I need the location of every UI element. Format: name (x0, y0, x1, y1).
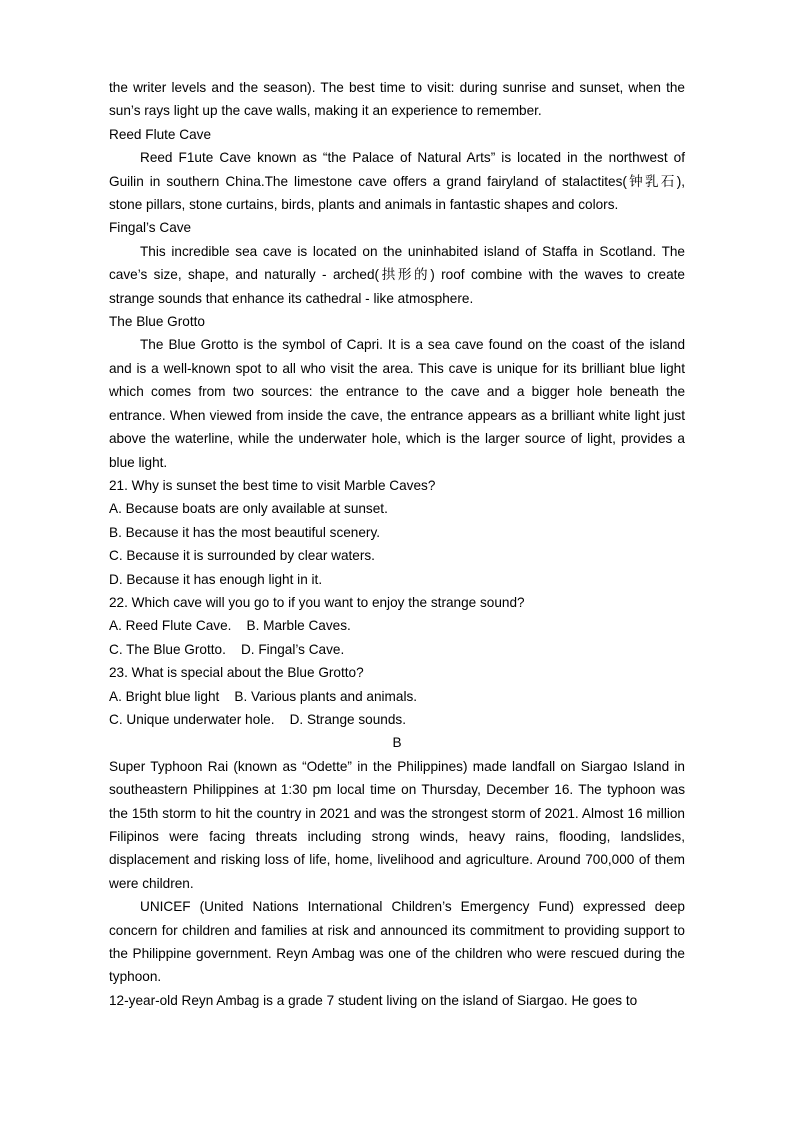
reed-flute-cave-heading: Reed Flute Cave (109, 126, 212, 142)
reed-flute-cave-paragraph: Reed F1ute Cave known as “the Palace of Natural Arts” is located in the northwest of Guilin in southern China.The limestone cave offers a grand fairyland of stalactites(钟乳石), stone pillars, stone curtains, birds, plants and animals in fantastic shapes and colors. (109, 150, 685, 213)
document-page (109, 76, 685, 1012)
typhoon-paragraph-1: Super Typhoon Rai (known as “Odette” in the Philippines) made landfall on Siargao Island in southeastern Philippines at 1:30 pm local time on Thursday, December 16. The typhoon was the 15th storm to hit the country in 2021 and was the strongest storm of 2021. Almost 16 million Filipinos were facing threats including strong winds, heavy rains, flooding, landslides, displacement and risking loss of life, home, livelihood and agriculture. Around 700,000 of them were children. (109, 758, 685, 891)
fingals-cave-heading: Fingal’s Cave (109, 220, 192, 236)
question-21-option-c: C. Because it is surrounded by clear waters. (109, 548, 375, 564)
blue-grotto-paragraph: The Blue Grotto is the symbol of Capri. It is a sea cave found on the coast of the island and is a well-known spot to all who visit the area. This cave is unique for its brilliant blue light which comes from two sources: the entrance to the cave and a bigger hole beneath the entrance. When viewed from inside the cave, the entrance appears as a brilliant white light just above the waterline, while the underwater hole, which is the larger source of light, provides a blue light. (109, 337, 685, 470)
question-23-options-ab: A. Bright blue light B. Various plants and animals. (109, 688, 418, 704)
question-22: 22. Which cave will you go to if you want to enjoy the strange sound? (109, 594, 525, 610)
question-21: 21. Why is sunset the best time to visit Marble Caves? (109, 477, 436, 493)
question-21-option-d: D. Because it has enough light in it. (109, 571, 323, 587)
marble-cave-paragraph-end: the writer levels and the season). The best time to visit: during sunrise and sunset, when the sun’s rays light up the cave walls, making it an experience to remember. (109, 80, 685, 119)
blue-grotto-heading: The Blue Grotto (109, 314, 205, 330)
passage-b-label: B (392, 735, 402, 751)
question-21-option-a: A. Because boats are only available at sunset. (109, 501, 388, 517)
typhoon-paragraph-3: 12-year-old Reyn Ambag is a grade 7 student living on the island of Siargao. He goes to (109, 992, 638, 1008)
typhoon-paragraph-2: UNICEF (United Nations International Children’s Emergency Fund) expressed deep concern for children and families at risk and announced its commitment to providing support to the Philippine government. Reyn Ambag was one of the children who were rescued during the typhoon. (109, 899, 685, 985)
question-22-options-cd: C. The Blue Grotto. D. Fingal’s Cave. (109, 641, 345, 657)
question-23-options-cd: C. Unique underwater hole. D. Strange sounds. (109, 711, 406, 727)
question-21-option-b: B. Because it has the most beautiful scenery. (109, 524, 381, 540)
fingals-cave-paragraph: This incredible sea cave is located on the uninhabited island of Staffa in Scotland. The cave’s size, shape, and naturally - arched(拱形的) roof combine with the waves to create strange sounds that enhance its cathedral - like atmosphere. (109, 243, 685, 306)
question-22-options-ab: A. Reed Flute Cave. B. Marble Caves. (109, 618, 351, 634)
question-23: 23. What is special about the Blue Grotto? (109, 665, 364, 681)
